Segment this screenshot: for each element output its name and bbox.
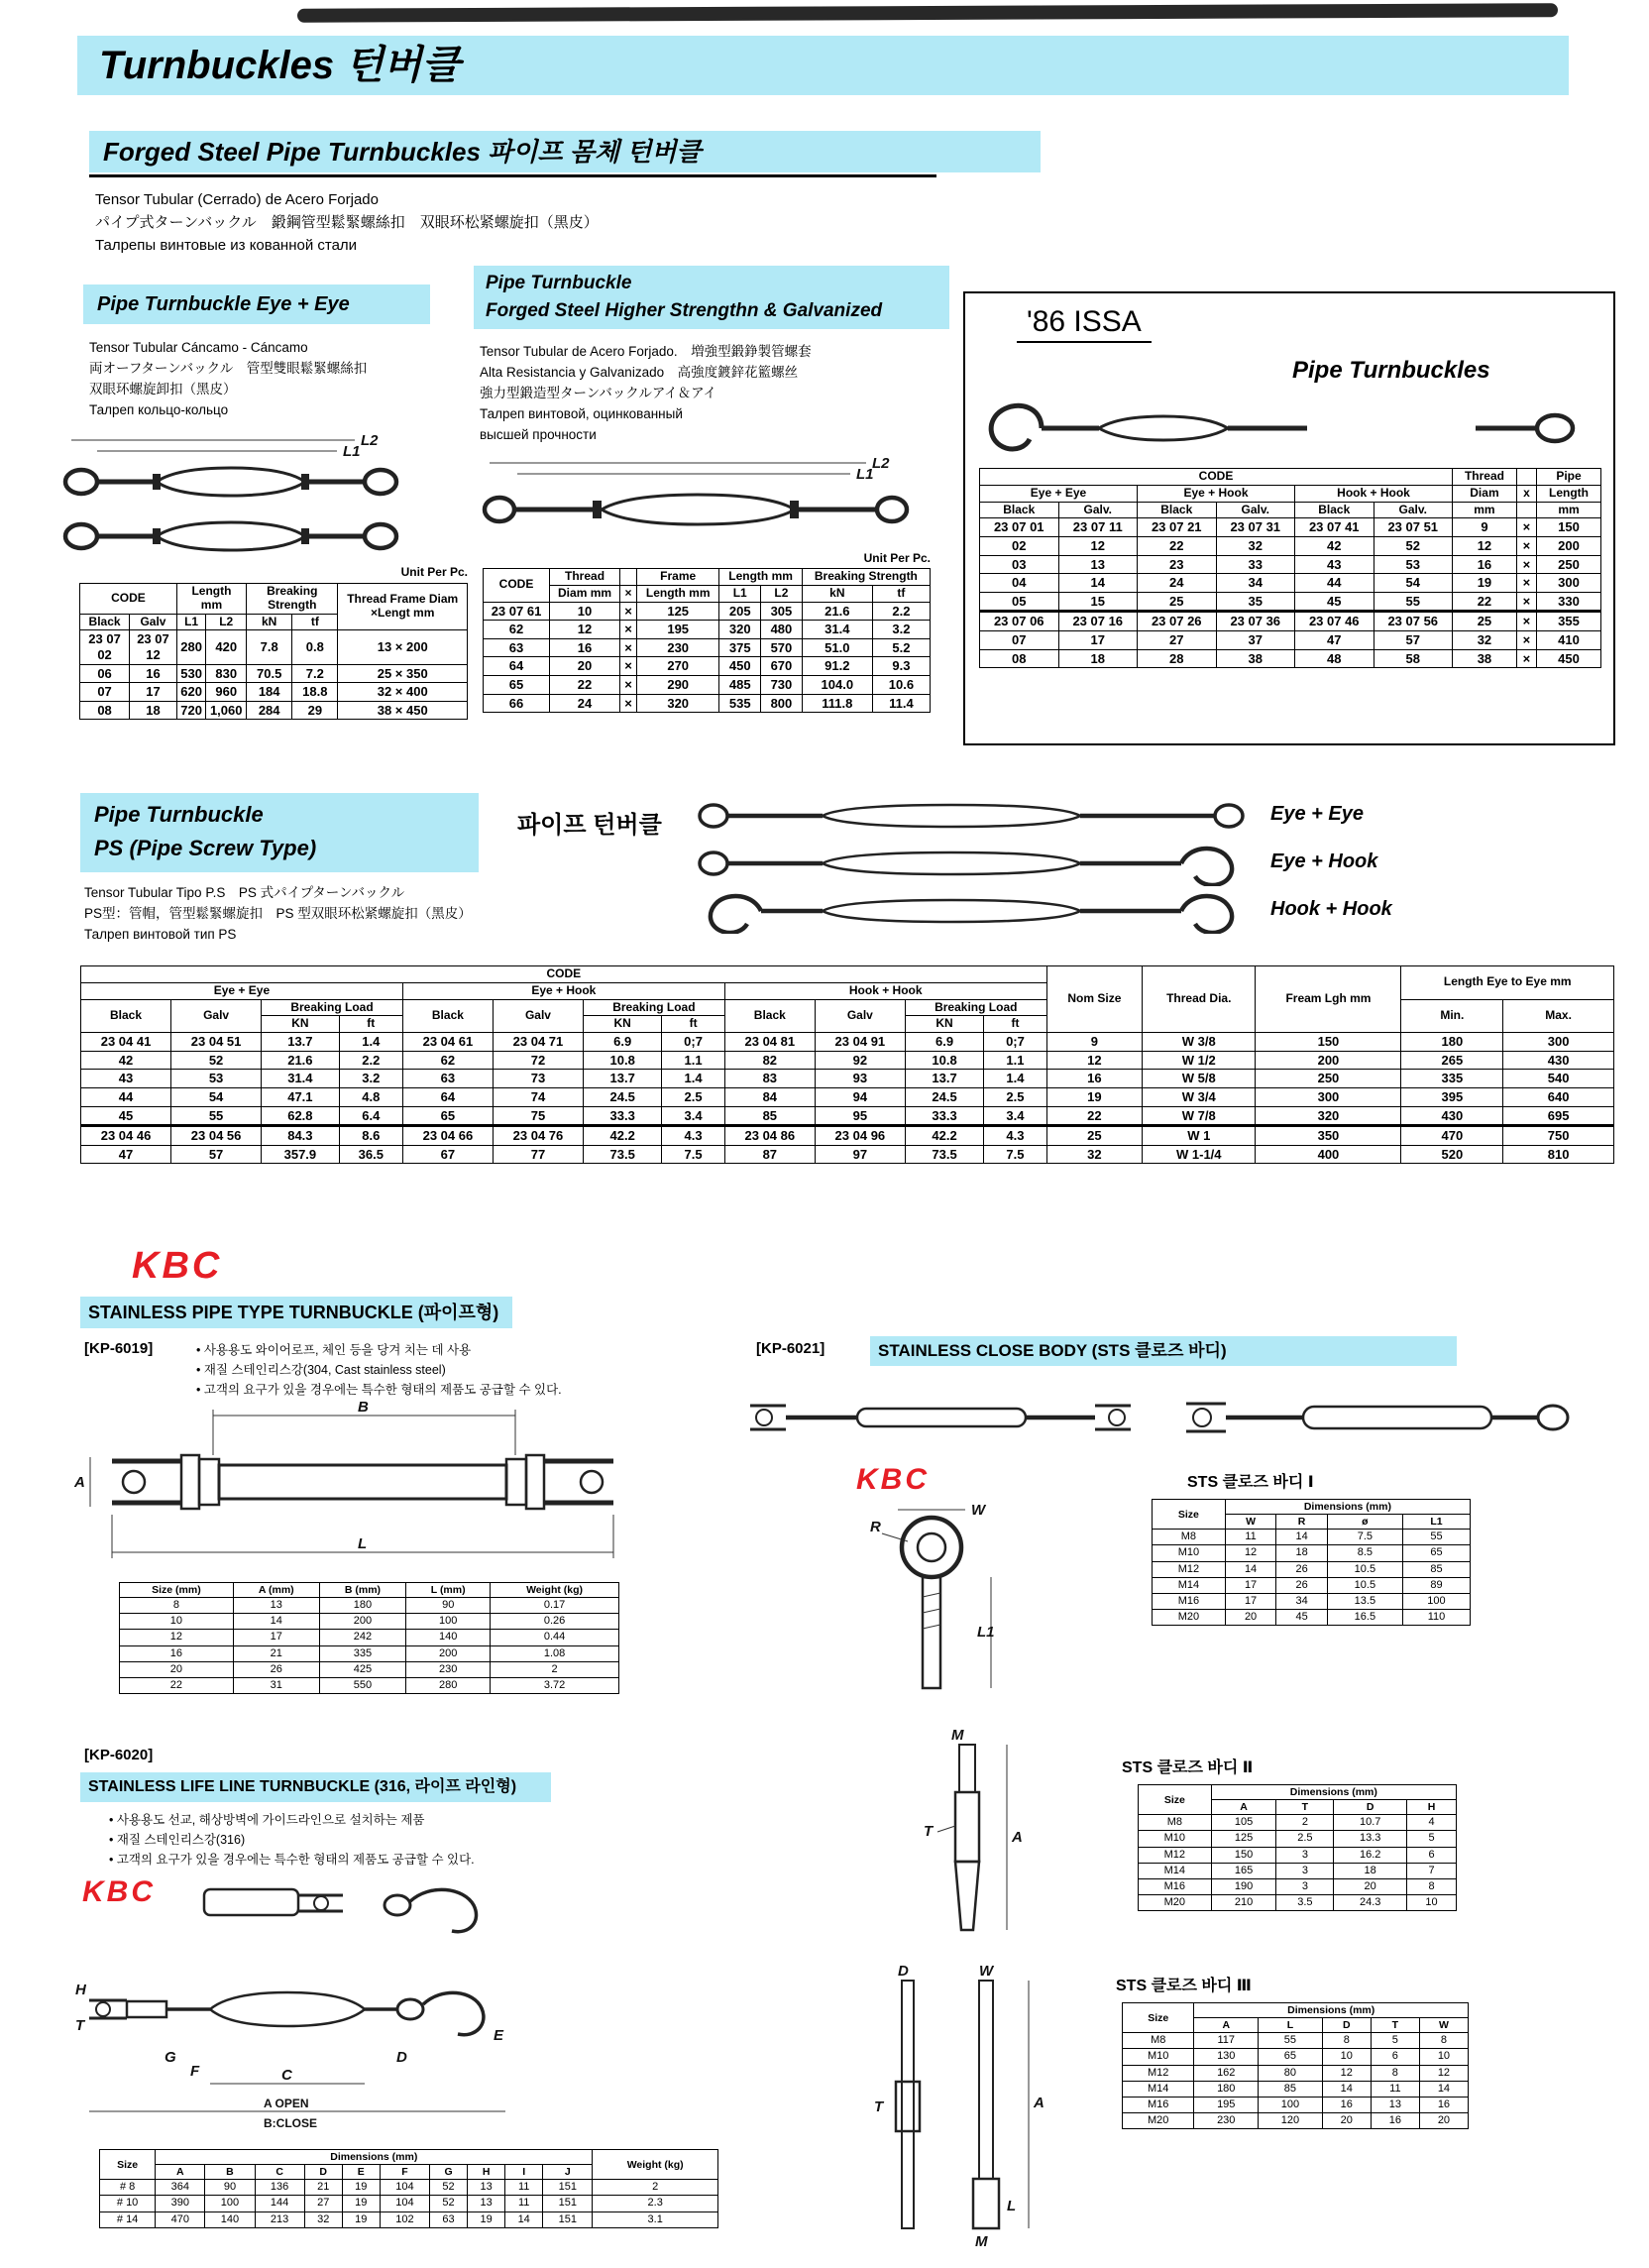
ps-hook-hook-drawing [694, 888, 1249, 934]
galv-table: CODE Thread Frame Length mm Breaking Strength Diam mm × Length mm L1 L2 kN tf 23 07 61 10 × 125 205 305 21.6 2.2 62 12 × 195 320 480 31.4 3.2 63 16 × 230 375 570 51.0 5.2 64 20 × 270 450 670 91.2 9.3 65 22 × 290 485 730 104.0 10.6 66 24 × 320 535 800 111.8 11.4 [483, 568, 931, 713]
lifeline-turnbuckle-drawing [69, 1945, 525, 2138]
description-line: высшей прочности [480, 427, 597, 442]
dim-label-r: R [870, 1519, 881, 1535]
bullet-line: • 재질 스테인리스강(304, Cast stainless steel) [196, 1360, 562, 1380]
lifeline-fittings-drawing [194, 1866, 521, 1945]
unit-label: Unit Per Pc. [400, 565, 468, 579]
sts1-table: Size Dimensions (mm) W R ø L1 M8 11 14 7.5 55 M10 12 18 8.5 65 M12 14 26 10.5 85 M14 17 26 10.5 89 M16 17 34 13.5 100 M20 20 45 16.5 110 [1152, 1499, 1471, 1626]
kbc-logo: KBC [856, 1463, 930, 1496]
ps-eye-hook-drawing [694, 841, 1249, 886]
eye-eye-table: CODE Length mm Breaking Strength Thread Frame Diam ×Lengt mm Black Galv L1 L2 kN tf 23 07 02 23 07 12 280 420 7.8 0.8 13 × 200 06 16 530 830 70.5 7.2 25 × 350 07 17 620 960 184 18.8 32 × 400 08 18 720 1,060 284 29 38 × 450 [79, 583, 468, 720]
bullet-line: • 사용용도 선교, 해상방벽에 가이드라인으로 설치하는 제품 [109, 1810, 475, 1830]
dim-label-a: A [74, 1474, 85, 1491]
sts3-title: STS 클로즈 바디 Ⅲ [1116, 1978, 1252, 1994]
eyebolt-detail-drawing [860, 1502, 1009, 1700]
kp6019-bullets [196, 1340, 562, 1400]
description-line: Талреп винтовой тип PS [84, 927, 237, 942]
eye-eye-heading: Pipe Turnbuckle Eye + Eye [83, 284, 430, 324]
ps-heading-korean: 파이프 턴버클 [517, 812, 662, 839]
issa-turnbuckle-drawing [980, 391, 1604, 460]
sts3-table: Size Dimensions (mm) A L D T W M8 117 55 8 5 8 M10 130 65 10 6 10 M12 162 80 12 8 12 M14 180 85 14 11 14 M16 195 100 16 13 16 M20 230 120 20 16 20 [1122, 2002, 1469, 2129]
kp6019-table: Size (mm) A (mm) B (mm) L (mm) Weight (kg) 8 13 180 90 0.17 10 14 200 100 0.26 12 17 242 140 0.44 16 21 335 200 1.08 20 26 425 230 2 22 31 550 280 3.72 [119, 1582, 619, 1694]
dim-label-g: G [165, 2049, 176, 2066]
kp6020-heading: STAINLESS LIFE LINE TURNBUCKLE (316, 라이프 라인형) [80, 1772, 551, 1802]
ps-type-hook-hook: Hook + Hook [1270, 898, 1392, 920]
section-rule [89, 174, 936, 177]
kp6019-code: [KP-6019] [84, 1340, 154, 1357]
dim-label-l1: L1 [856, 466, 874, 483]
close-body-turnbuckle-drawing [738, 1376, 1581, 1459]
description-line: パイプ式ターンバックル 鍛鋼管型鬆緊螺絲扣 双眼环松紧螺旋扣（黑皮） [95, 214, 599, 231]
dim-label-t: T [924, 1823, 934, 1840]
kp6021-code: [KP-6021] [756, 1340, 825, 1357]
description-line: PS型：管帽，管型鬆緊螺旋扣 PS 型双眼环松紧螺旋扣（黑皮） [84, 906, 472, 921]
kp6020-code: [KP-6020] [84, 1747, 154, 1763]
sts2-title: STS 클로즈 바디 Ⅱ [1122, 1759, 1254, 1776]
description-line: Талреп кольцо-кольцо [89, 402, 229, 417]
forged-descriptions [95, 188, 599, 257]
ps-heading-line1: Pipe Turnbuckle [94, 802, 264, 827]
ps-descriptions [84, 882, 472, 945]
ps-table: CODE Nom Size Thread Dia. Fream Lgh mm Length Eye to Eye mm Eye + Eye Eye + Hook Hook + Hook Black Galv Breaking Load Black Galv Breaking Load Black Galv Breaking Load Min. Max. KN ft KN ft KN ft 23 04 41 23 04 51 13.7 1.4 23 04 61 23 04 71 6.9 0;7 23 04 81 23 04 91 6.9 0;7 9 W 3/8 150 180 300 42 52 21.6 2.2 62 72 10.8 1.1 82 92 10.8 1.1 12 W 1/2 200 265 430 43 53 31.4 3.2 63 73 13.7 1.4 83 93 13.7 1.4 16 W 5/8 250 335 540 44 54 47.1 4.8 64 74 24.5 2.5 84 94 24.5 2.5 19 W 3/4 300 395 640 45 55 62.8 6.4 65 75 33.3 3.4 85 95 33.3 3.4 22 W 7/8 320 430 695 23 04 46 23 04 56 84.3 8.6 23 04 66 23 04 76 42.2 4.3 23 04 86 23 04 96 42.2 4.3 25 W 1 350 470 750 47 57 357.9 36.5 67 77 73.5 7.5 87 97 73.5 7.5 32 W 1-1/4 400 520 810 [80, 965, 1614, 1164]
galv-heading [474, 266, 949, 329]
ps-eye-eye-drawing [694, 793, 1249, 839]
description-line: Tensor Tubular (Cerrado) de Acero Forjado [95, 191, 379, 208]
dim-label-e: E [494, 2027, 504, 2044]
dim-label-w: W [971, 1502, 986, 1519]
bullet-line: • 고객의 요구가 있을 경우에는 특수한 형태의 제품도 공급할 수 있다. [109, 1850, 475, 1870]
galv-heading-line2: Forged Steel Higher Strengthn & Galvanized [486, 300, 883, 321]
ps-type-eye-eye: Eye + Eye [1270, 803, 1364, 825]
sts2-table: Size Dimensions (mm) A T D H M8 105 2 10.7 4 M10 125 2.5 13.3 5 M12 150 3 16.2 6 M14 165 3 18 7 M16 190 3 20 8 M20 210 3.5 24.3 10 [1138, 1784, 1457, 1911]
dim-label-c: C [281, 2067, 292, 2084]
issa-subtitle: Pipe Turnbuckles [1292, 357, 1490, 384]
dim-label-l1: L1 [977, 1624, 995, 1641]
kp6020-bullets [109, 1810, 475, 1870]
galv-descriptions [480, 341, 812, 445]
scan-artifact [297, 3, 1558, 23]
bullet-line: • 고객의 요구가 있을 경우에는 특수한 형태의 제품도 공급할 수 있다. [196, 1380, 562, 1400]
dim-label-a: A [1012, 1829, 1023, 1846]
description-line: Tensor Tubular de Acero Forjado. 増強型鍛錚製管螺套 [480, 344, 812, 359]
dim-label-l2: L2 [872, 458, 890, 472]
dim-label-f: F [190, 2063, 200, 2080]
kbc-logo: KBC [82, 1875, 156, 1908]
ps-type-eye-hook: Eye + Hook [1270, 850, 1378, 872]
dim-label-l: L [1007, 2198, 1017, 2214]
description-line: 強力型鍛造型ターンバックルアイ＆アイ [480, 386, 716, 400]
kp6019-heading: STAINLESS PIPE TYPE TURNBUCKLE (파이프형) [80, 1297, 512, 1328]
description-line: Талрепы винтовые из кованной стали [95, 237, 358, 254]
stud-detail-2-drawing [910, 1727, 1029, 1940]
dim-label-t: T [75, 2017, 85, 2034]
galv-turnbuckle-drawing [478, 458, 914, 547]
kp6021-heading: STAINLESS CLOSE BODY (STS 클로즈 바디) [870, 1336, 1457, 1366]
ps-heading [80, 793, 479, 872]
issa-table: CODE Thread Pipe Eye + Eye Eye + Hook Hook + Hook Diam x Length Black Galv. Black Galv. Black Galv. mm mm 23 07 01 23 07 11 23 07 21 23 07 31 23 07 41 23 07 51 9 × 150 02 12 22 32 42 52 12 × 200 03 13 23 33 43 53 16 × 250 04 14 24 34 44 54 19 × 300 05 15 25 35 45 55 22 × 330 23 07 06 23 07 16 23 07 26 23 07 36 23 07 46 23 07 56 25 × 355 07 17 27 37 47 57 32 × 410 08 18 28 38 48 58 38 × 450 [979, 468, 1601, 668]
galv-heading-line1: Pipe Turnbuckle [486, 273, 632, 293]
dim-label-d: D [396, 2049, 407, 2066]
dim-label-l: L [358, 1535, 368, 1552]
bullet-line: • 재질 스테인리스강(316) [109, 1830, 475, 1850]
kp6020-table: Size Dimensions (mm) Weight (kg) A B C D E F G H I J # 8 364 90 136 21 19 104 52 13 11 151 2 # 10 390 100 144 27 19 104 52 13 11 151 2.3 # 14 470 140 213 32 19 102 63 19 14 151 3.1 [99, 2149, 718, 2228]
dim-label-m: M [951, 1727, 964, 1744]
section-heading-forged: Forged Steel Pipe Turnbuckles 파이프 몸체 턴버클 [89, 131, 1041, 172]
dim-label-m: M [975, 2233, 988, 2250]
dim-label-w: W [979, 1963, 994, 1980]
description-line: 両オーフターンバックル 管型雙眼鬆緊螺絲扣 [89, 361, 368, 376]
dim-label-d: D [898, 1963, 909, 1980]
dim-label-b: B [358, 1399, 369, 1416]
issa-box [963, 291, 1615, 745]
dim-label-a-open: A OPEN [264, 2097, 309, 2110]
sts1-title: STS 클로즈 바디 Ⅰ [1187, 1474, 1314, 1491]
dim-label-h: H [75, 1982, 86, 1998]
dim-label-b-close: B:CLOSE [264, 2116, 317, 2130]
eye-eye-turnbuckle-drawing [57, 434, 404, 563]
dim-label-l2: L2 [361, 434, 379, 449]
unit-label: Unit Per Pc. [863, 551, 931, 565]
description-line: 双眼环螺旋卸扣（黑皮） [89, 382, 237, 397]
kbc-logo: KBC [132, 1245, 223, 1287]
dim-label-l1: L1 [343, 443, 361, 460]
dim-label-a: A [1034, 2095, 1044, 2111]
bullet-line: • 사용용도 와이어로프, 체인 등을 당겨 치는 데 사용 [196, 1340, 562, 1360]
ps-heading-line2: PS (Pipe Screw Type) [94, 836, 317, 860]
description-line: Alta Resistancia y Galvanizado 高強度鍍鋅花籃螺丝 [480, 365, 799, 380]
description-line: Tensor Tubular Cáncamo - Cáncamo [89, 340, 308, 355]
stud-detail-3-drawing [870, 1963, 1048, 2250]
description-line: Tensor Tubular Tipo P.S PS 式パイプターンバックル [84, 885, 405, 900]
kp6019-turnbuckle-drawing [64, 1396, 689, 1574]
eye-eye-descriptions [89, 337, 367, 420]
description-line: Талреп винтовой, оцинкованный [480, 406, 683, 421]
issa-title: '86 ISSA [1017, 305, 1152, 343]
page-title: Turnbuckles 턴버클 [77, 36, 1569, 95]
dim-label-t: T [874, 2098, 884, 2115]
